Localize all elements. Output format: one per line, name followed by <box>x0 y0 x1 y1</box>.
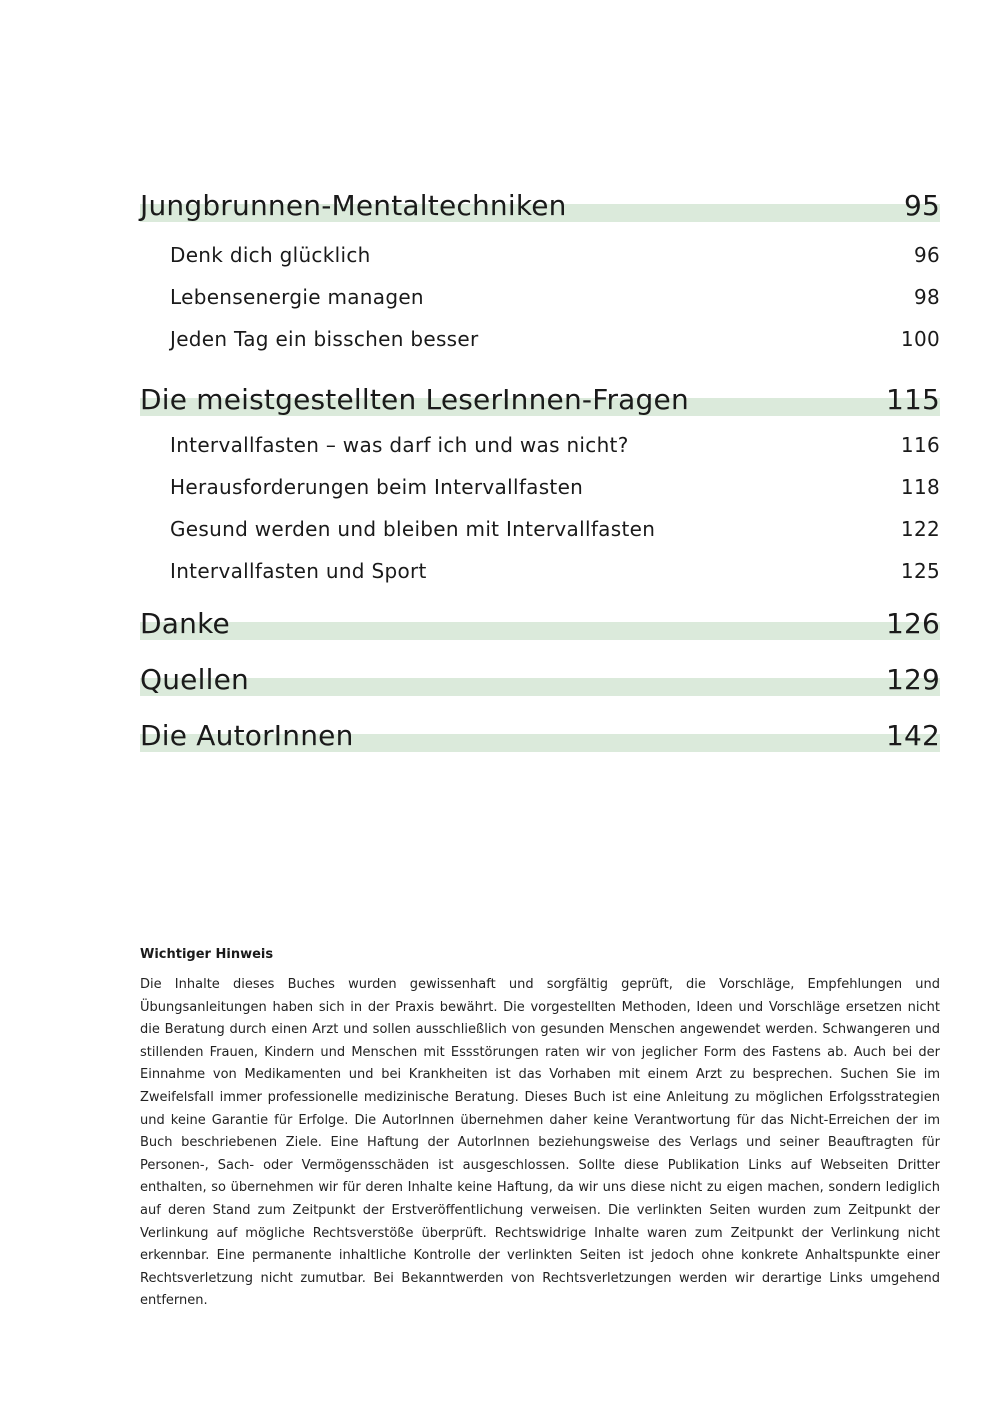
chapter-title: Jungbrunnen-Mentaltechniken <box>140 189 567 222</box>
toc-entry[interactable] <box>170 466 940 508</box>
entry-title: Gesund werden und bleiben mit Intervallfasten <box>170 517 656 541</box>
chapter-title: Die meistgestellten LeserInnen-Fragen <box>140 383 689 416</box>
notice-heading: Wichtiger Hinweis <box>140 947 274 962</box>
toc-entry[interactable] <box>170 234 940 276</box>
chapter-page-number: 95 <box>903 189 940 222</box>
entry-page-number: 100 <box>900 327 940 351</box>
entry-page-number: 125 <box>900 559 940 583</box>
toc-chapter[interactable] <box>140 708 940 752</box>
chapter-page-number: 129 <box>885 663 940 696</box>
toc-chapter[interactable] <box>140 178 940 222</box>
toc-chapter[interactable] <box>140 652 940 696</box>
entry-title: Jeden Tag ein bisschen besser <box>170 327 479 351</box>
chapter-page-number: 142 <box>885 719 940 752</box>
chapter-highlight-band <box>140 622 940 640</box>
chapter-page-number: 115 <box>885 383 940 416</box>
entry-title: Herausforderungen beim Intervallfasten <box>170 475 584 499</box>
entry-page-number: 122 <box>900 517 940 541</box>
toc-entry[interactable] <box>170 508 940 550</box>
entry-page-number: 98 <box>913 285 940 309</box>
entry-title: Intervallfasten und Sport <box>170 559 427 583</box>
toc-chapter[interactable] <box>140 596 940 640</box>
toc-entry[interactable] <box>170 550 940 592</box>
chapter-highlight-band <box>140 678 940 696</box>
table-of-contents <box>140 178 940 752</box>
chapter-title: Danke <box>140 607 230 640</box>
entry-title: Denk dich glücklich <box>170 243 371 267</box>
important-notice <box>140 946 940 1313</box>
toc-chapter[interactable] <box>140 372 940 416</box>
entry-page-number: 116 <box>900 433 940 457</box>
toc-entry[interactable] <box>170 318 940 360</box>
entry-title: Lebensenergie managen <box>170 285 424 309</box>
chapter-title: Quellen <box>140 663 249 696</box>
notice-text: Die Inhalte dieses Buches wurden gewissenhaft und sorgfältig geprüft, die Vorschläge, Empfehlungen und Übungsanleitungen haben sich in der Praxis bewährt. Die vorgestellten Methoden, Ideen und Vorschläge ersetzen nicht die Beratung durch einen Arzt und sollen ausschließlich von gesunden Menschen angewendet werden. Schwangeren und stillenden Frauen, Kindern und Menschen mit Essstörungen raten wir von jeglicher Form des Fastens ab. Auch bei der Einnahme von Medikamenten und bei Krankheiten ist das Vorhaben mit einem Arzt zu besprechen. Suchen Sie im Zweifelsfall immer professionelle medizinische Beratung. Dieses Buch ist eine Anleitung zu möglichen Erfolgsstrategien und keine Garantie für Erfolge. Die AutorInnen übernehmen daher keine Verantwortung für das Nicht-Erreichen der im Buch beschriebenen Ziele. Eine Haftung der AutorInnen beziehungsweise des Verlags und seiner Beauftragten für Personen-, Sach- oder Vermögensschäden ist ausgeschlossen. Sollte diese Publikation Links auf Webseiten Dritter enthalten, so übernehmen wir für deren Inhalte keine Haftung, da wir uns diese nicht zu eigen machen, sondern lediglich auf deren Stand zum Zeitpunkt der Erstveröffentlichung verweisen. Die verlinkten Seiten wurden zum Zeitpunkt der Verlinkung auf mögliche Rechtsverstöße überprüft. Rechtswidrige Inhalte waren zum Zeitpunkt der Verlinkung nicht erkennbar. Eine permanente inhaltliche Kontrolle der verlinkten Seiten ist jedoch ohne konkrete Anhaltspunkte einer Rechtsverletzung nicht zumutbar. Bei Bekanntwerden von Rechtsverletzungen werden wir derartige Links umgehend entfernen. <box>140 977 940 1309</box>
chapter-title: Die AutorInnen <box>140 719 354 752</box>
entry-page-number: 96 <box>913 243 940 267</box>
toc-entry[interactable] <box>170 276 940 318</box>
entry-page-number: 118 <box>900 475 940 499</box>
chapter-page-number: 126 <box>885 607 940 640</box>
entry-title: Intervallfasten – was darf ich und was nicht? <box>170 433 629 457</box>
toc-entry[interactable] <box>170 424 940 466</box>
